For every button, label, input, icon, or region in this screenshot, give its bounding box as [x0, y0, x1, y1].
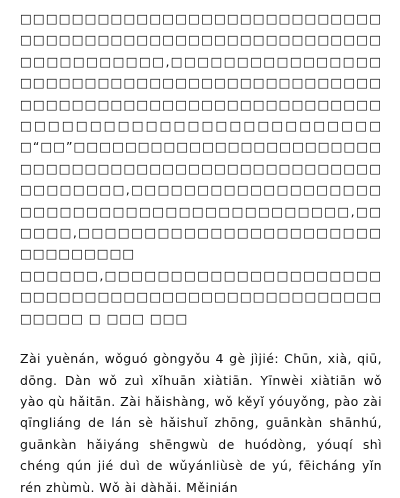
paragraph-gap: [20, 329, 382, 348]
chinese-paragraph-2: □□□□□□,□□□□□□□□□□□□□□□□□□□□□□□□□□□□□□□□□□□□□□□□□□□□□□□□□□□□□□ □ □□□ □□□: [20, 267, 382, 326]
pinyin-paragraph: Zài yuènán, wǒguó gòngyǒu 4 gè jìjié: Chūn, xià, qiū, dōng. Dàn wǒ zuì xǐhuān xiàtiān. Yīnwèi xiàtiān wǒ yào qù hǎitān. Zài hǎishàng, wǒ kěyǐ yóuyǒng, pào zài qīngliáng de lán sè hǎishuǐ zhōng, guānkàn shānhú, guānkàn hǎiyáng shēngwù de huódòng, yóuqí shì chéng qún jié duì de wǔyánliùsè de yú, fēicháng yǐn rén zhùmù. Wǒ ài dàhǎi. Měinián: [20, 351, 382, 495]
document-page: [20, 8, 382, 498]
chinese-paragraph-1: □□□□□□□□□□□□□□□□□□□□□□□□□□□□□□□□□□□□□□□□□□□□□□□□□□□□□□□□□□□□□□□□□□□,□□□□□□□□□□□□□□□□□□□□□□□□□□□□□□□□□□□□□□□□□□□□□□□□□□□□□□□□□□□□□□□□□□□□□□□□□□□□□□□□□□□□□□□□□□□□□□□□□□□“□□”□□□□□□□□□□□□□□□□□□□□□□□□□□□□□□□□□□□□□□□□□□□□□□□□□□□□□□□□□□□□,□□□□□□□□□□□□□□□□□□□□□□□□□□□□□□□□□□□□□□□□□□□□,□□□□□□,□□□□□□□□□□□□□□□□□□□□□□□□□□□□□□□□: [20, 11, 382, 262]
